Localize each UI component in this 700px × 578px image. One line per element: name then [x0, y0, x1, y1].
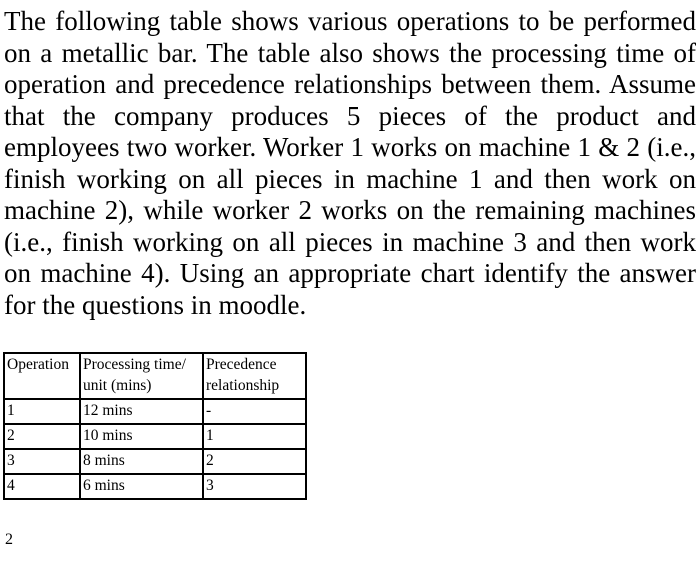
page-number: 2	[5, 531, 13, 548]
problem-statement: The following table shows various operations to be performed on a metallic bar. The table also shows the processing time of operation and precedence relationships between them. Assume that the company produces 5 pieces of the product and employees two worker. Worker 1 works on machine 1 & 2 (i.e., finish working on all pieces in machine 1 and then work on machine 2), while worker 2 works on the remaining machines (i.e., finish working on all pieces in machine 3 and then work on machine 4). Using an appropriate chart identify the answer for the questions in moodle.	[4, 6, 696, 320]
cell-precedence: 2	[203, 449, 306, 474]
cell-operation: 4	[4, 474, 80, 499]
cell-processing-time: 12 mins	[80, 399, 203, 424]
table-row	[4, 474, 306, 499]
cell-precedence: 1	[203, 424, 306, 449]
cell-processing-time: 10 mins	[80, 424, 203, 449]
table-row	[4, 424, 306, 449]
table-header-row	[4, 353, 306, 399]
cell-operation: 1	[4, 399, 80, 424]
cell-precedence: -	[203, 399, 306, 424]
cell-processing-time: 8 mins	[80, 449, 203, 474]
cell-processing-time: 6 mins	[80, 474, 203, 499]
header-operation: Operation	[4, 353, 80, 399]
header-precedence: Precedence relationship	[203, 353, 306, 399]
header-processing-time: Processing time/ unit (mins)	[80, 353, 203, 399]
table-row	[4, 449, 306, 474]
cell-operation: 3	[4, 449, 80, 474]
operations-table	[3, 352, 307, 500]
cell-operation: 2	[4, 424, 80, 449]
cell-precedence: 3	[203, 474, 306, 499]
table-row	[4, 399, 306, 424]
